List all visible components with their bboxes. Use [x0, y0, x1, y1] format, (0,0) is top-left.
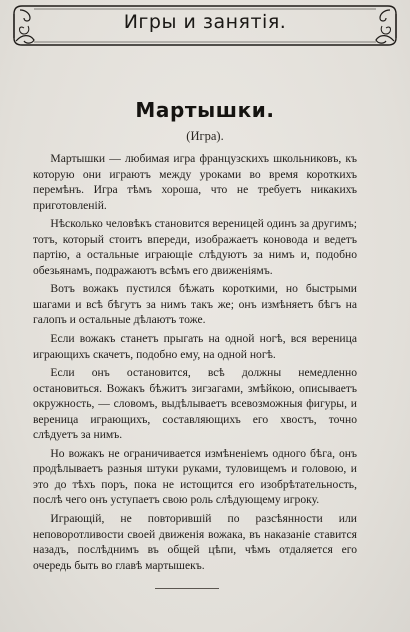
paragraph: Если вожакъ станетъ прыгать на одной ногѣ, вся вереница играющихъ скачетъ, подобно ему, на одной ногѣ.: [33, 332, 357, 361]
paragraph: Но вожакъ не ограничивается измѣненіемъ одного бѣга, онъ продѣлываетъ разныя штуки руками, туловищемъ и головою, и это до тѣхъ поръ, пока не истощится его изобрѣтательность, послѣ чего онъ уступаетъ свою роль слѣдующему игроку.: [33, 446, 357, 507]
running-header: [12, 4, 398, 48]
paragraph: Вотъ вожакъ пустился бѣжать короткими, но быстрыми шагами и всѣ бѣгутъ за нимъ такъ же; онъ измѣняетъ бѣгъ на галопъ и остальные дѣлаютъ тоже.: [33, 282, 357, 327]
article-title: Мартышки.: [135, 98, 275, 122]
closing-divider: [155, 588, 219, 589]
paragraph: Играющій, не повторившій по разсѣянности или неповоротливости своей движенія вожака, въ наказаніе ставится назадъ, послѣднимъ въ общей цѣпи, чѣмъ отдаляется его очередь быть во главѣ мартышекъ.: [33, 512, 357, 572]
article-body: [33, 151, 357, 576]
paragraph: Мартышки — любимая игра французскихъ школьниковъ, къ которую они играютъ между уроками во время короткихъ перемѣнъ. Игра тѣмъ хороша, что не требуетъ никакихъ приготовленій.: [33, 152, 357, 212]
paragraph: Если онъ остановится, всѣ должны немедленно остановиться. Вожакъ бѣжитъ зигзагами, змѣйкою, описываетъ окружность, — словомъ, выдѣлываетъ всевозможныя фигуры, и вереница играющихъ, составляющихъ его хвостъ, точно слѣдуетъ за нимъ.: [33, 366, 357, 442]
article-subtitle: (Игра).: [186, 129, 224, 143]
running-header-title: Игры и занятія.: [123, 11, 287, 33]
paragraph: Нѣсколько человѣкъ становится вереницей одинъ за другимъ; тотъ, который стоитъ впереди, изображаетъ коновода и ведетъ партію, а остальные играющіе слѣдуютъ за нимъ и, подобно обезьянамъ, подражаютъ всѣмъ его движеніямъ.: [33, 217, 357, 277]
